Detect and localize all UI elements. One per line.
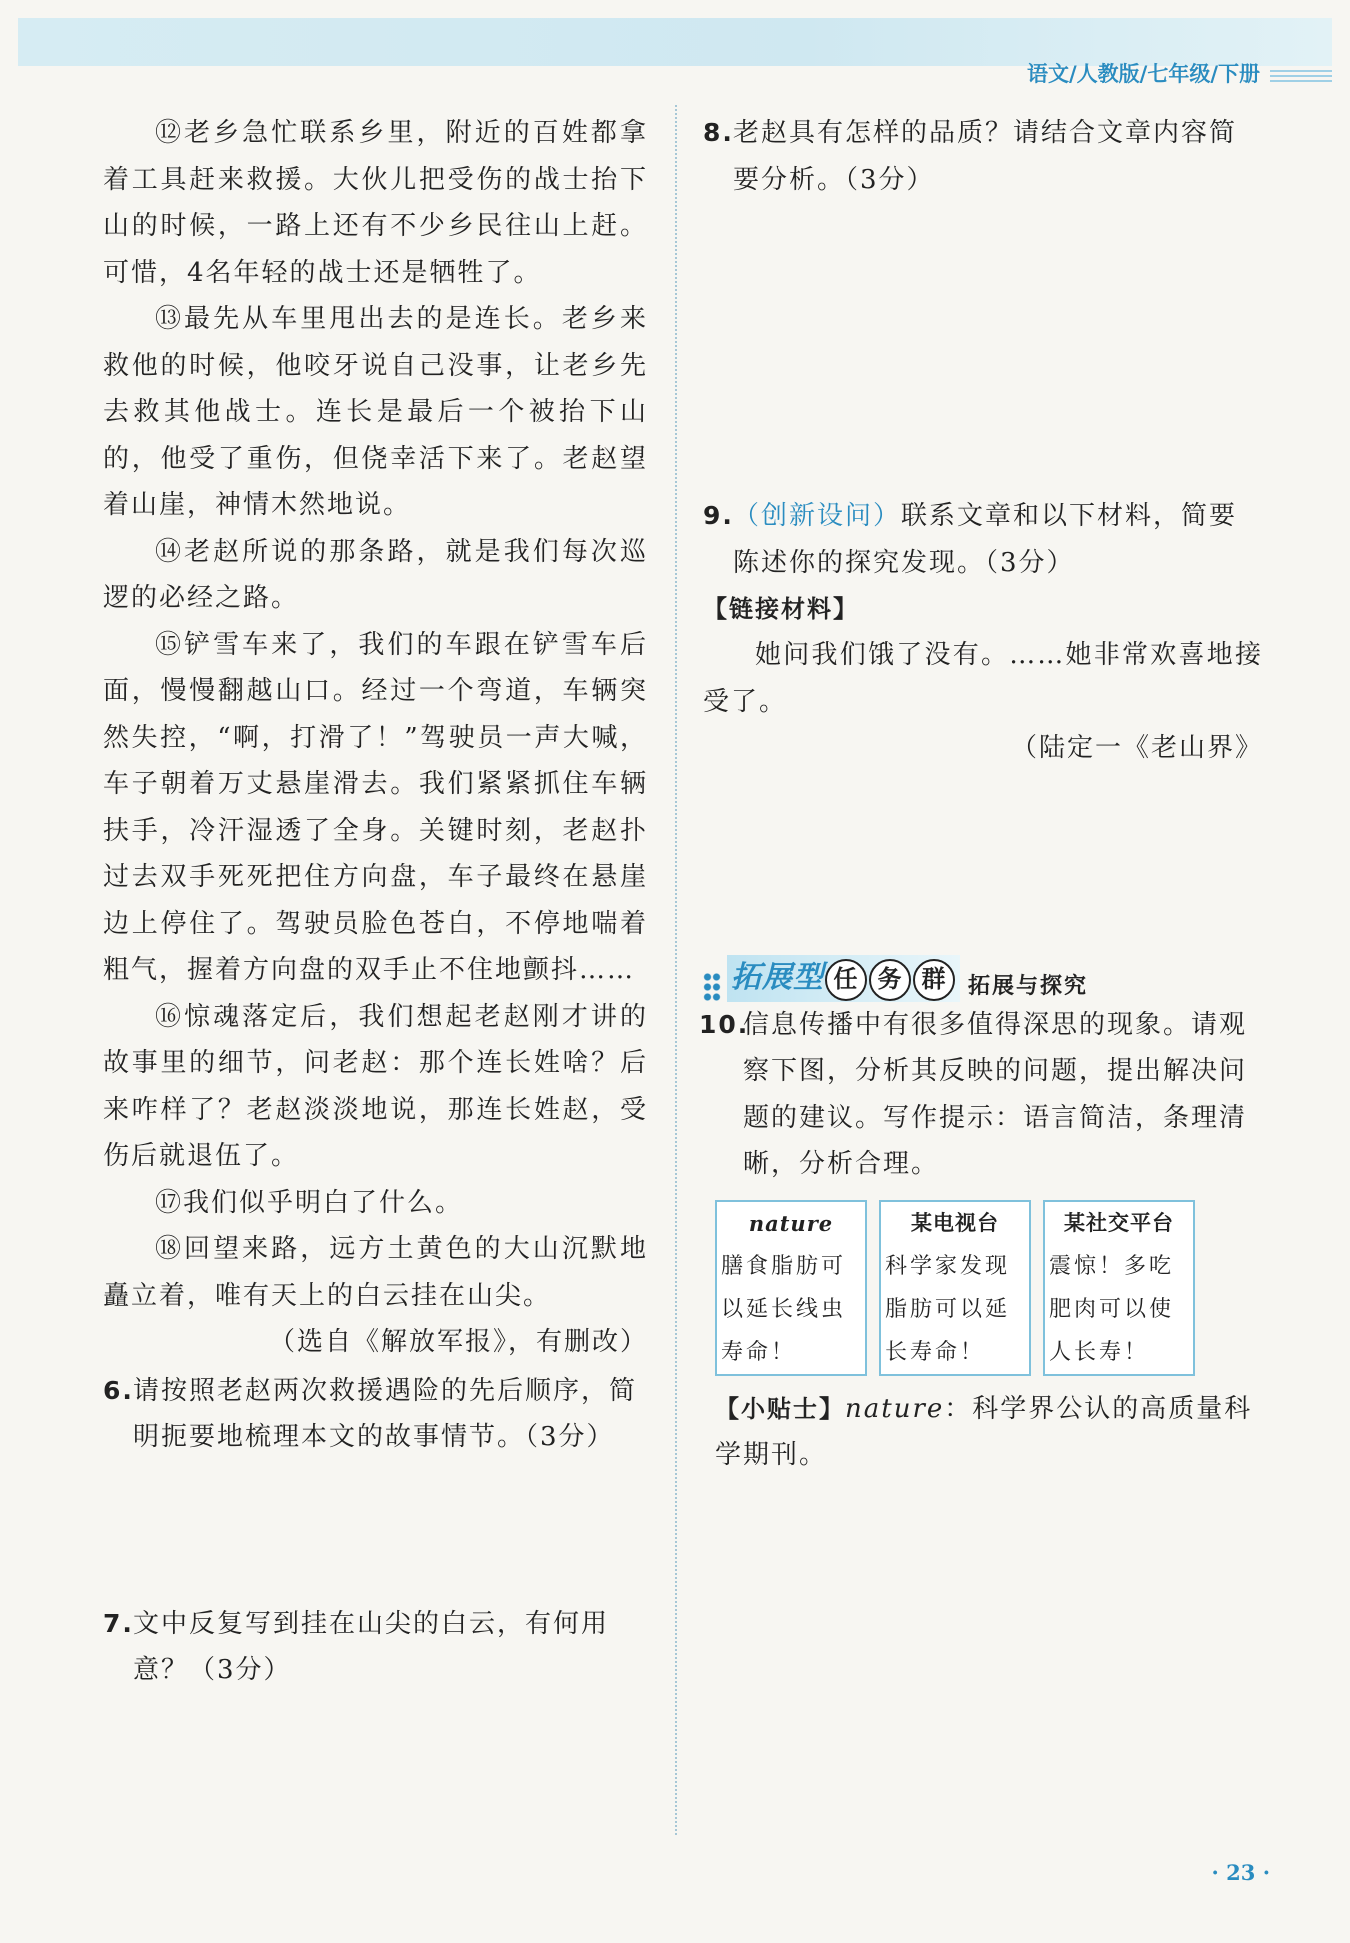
link-material-label: 【链接材料】: [703, 595, 859, 623]
info-box-text: 膳食脂肪可以延长线虫寿命！: [721, 1253, 847, 1365]
passage-paragraph-14: ⑭老赵所说的那条路，就是我们每次巡逻的必经之路。: [103, 536, 648, 613]
passage-paragraph-17: ⑰我们似乎明白了什么。: [155, 1187, 464, 1218]
question-number: 10.: [699, 1009, 750, 1039]
info-box-title: 某社交平台: [1064, 1210, 1174, 1235]
header-decoration: [1270, 68, 1332, 82]
info-box: [1043, 1200, 1195, 1376]
info-box-text: 科学家发现脂肪可以延长寿命！: [885, 1253, 1011, 1365]
left-column: [103, 110, 648, 1694]
passage-paragraph-18: ⑱回望来路，远方土黄色的大山沉默地矗立着，唯有天上的白云挂在山尖。: [103, 1234, 648, 1311]
question-text: 老赵具有怎样的品质？请结合文章内容简要分析。（3分）: [733, 118, 1238, 195]
link-material-text: 她问我们饿了没有。……她非常欢喜地接受了。: [703, 640, 1263, 717]
passage-paragraph-16: ⑯惊魂落定后，我们想起老赵刚才讲的故事里的细节，问老赵：那个连长姓啥？后来咋样了？老赵淡淡地说，那连长姓赵，受伤后就退伍了。: [103, 1001, 648, 1171]
circled-char: 群: [913, 959, 955, 1001]
page-number: · 23 ·: [1211, 1860, 1270, 1885]
circled-char: 任: [825, 959, 867, 1001]
question-text: 联系文章和以下材料，简要陈述你的探究发现。（3分）: [733, 501, 1238, 578]
question-number: 9.: [703, 501, 734, 530]
info-box: [879, 1200, 1031, 1376]
question-number: 6.: [103, 1375, 134, 1405]
section-title-main: 拓展型 任 务 群: [727, 955, 960, 1002]
section-subtitle: 拓展与探究: [968, 973, 1089, 999]
question-number: 7.: [103, 1608, 134, 1638]
answer-space: [703, 203, 1263, 493]
info-box: [715, 1200, 867, 1376]
info-box-text: 震惊！多吃肥肉可以使人长寿！: [1049, 1253, 1175, 1365]
answer-space: [103, 1461, 648, 1601]
tip-text: ：科学界公认的高质量科学期刊。: [715, 1393, 1253, 1470]
innovation-tag: （创新设问）: [733, 501, 902, 531]
info-boxes: [715, 1200, 1263, 1376]
info-box-title: 某电视台: [911, 1210, 999, 1235]
question-text: 文中反复写到挂在山尖的白云，有何用意？（3分）: [133, 1608, 610, 1685]
passage-source: （选自《解放军报》，有删改）: [268, 1327, 648, 1357]
passage-paragraph-12: ⑫老乡急忙联系乡里，附近的百姓都拿着工具赶来救援。大伙儿把受伤的战士抬下山的时候，一路上还有不少乡民往山上赶。可惜，4名年轻的战士还是牺牲了。: [103, 118, 648, 288]
right-column: [699, 110, 1263, 1479]
section-heading: [703, 942, 1263, 1002]
info-box-title: nature: [748, 1210, 834, 1236]
question-7: [103, 1601, 648, 1694]
question-9: [703, 493, 1263, 586]
tip-label: 【小贴士】: [715, 1394, 845, 1423]
circled-char: 务: [869, 959, 911, 1001]
question-8: [703, 110, 1263, 203]
passage-paragraph-15: ⑮铲雪车来了，我们的车跟在铲雪车后面，慢慢翻越山口。经过一个弯道，车辆突然失控，“啊，打滑了！”驾驶员一声大喊，车子朝着万丈悬崖滑去。我们紧紧抓住车辆扶手，冷汗湿透了全身。关键时刻，老赵扑过去双手死死把住方向盘，车子最终在悬崖边上停住了。驾驶员脸色苍白，不停地喘着粗气，握着方向盘的双手止不住地颤抖……: [103, 629, 648, 985]
question-number: 8.: [703, 118, 734, 147]
question-text: 信息传播中有很多值得深思的现象。请观察下图，分析其反映的问题，提出解决问题的建议。写作提示：语言简洁，条理清晰，分析合理。: [743, 1009, 1248, 1179]
question-10: [699, 1002, 1263, 1188]
tip: [715, 1386, 1263, 1479]
link-material-source: （陆定一《老山界》: [1010, 733, 1263, 763]
dots-icon: [703, 972, 721, 1002]
tip-term: nature: [845, 1393, 945, 1424]
question-6: [103, 1368, 648, 1461]
column-divider: [675, 105, 677, 1835]
book-series-label: 语文/人教版/七年级/下册: [1026, 62, 1260, 86]
question-text: 请按照老赵两次救援遇险的先后顺序，简明扼要地梳理本文的故事情节。（3分）: [133, 1375, 638, 1452]
passage-paragraph-13: ⑬最先从车里甩出去的是连长。老乡来救他的时候，他咬牙说自己没事，让老乡先去救其他战士。连长是最后一个被抬下山的，他受了重伤，但侥幸活下来了。老赵望着山崖，神情木然地说。: [103, 304, 648, 520]
answer-space: [703, 772, 1263, 942]
